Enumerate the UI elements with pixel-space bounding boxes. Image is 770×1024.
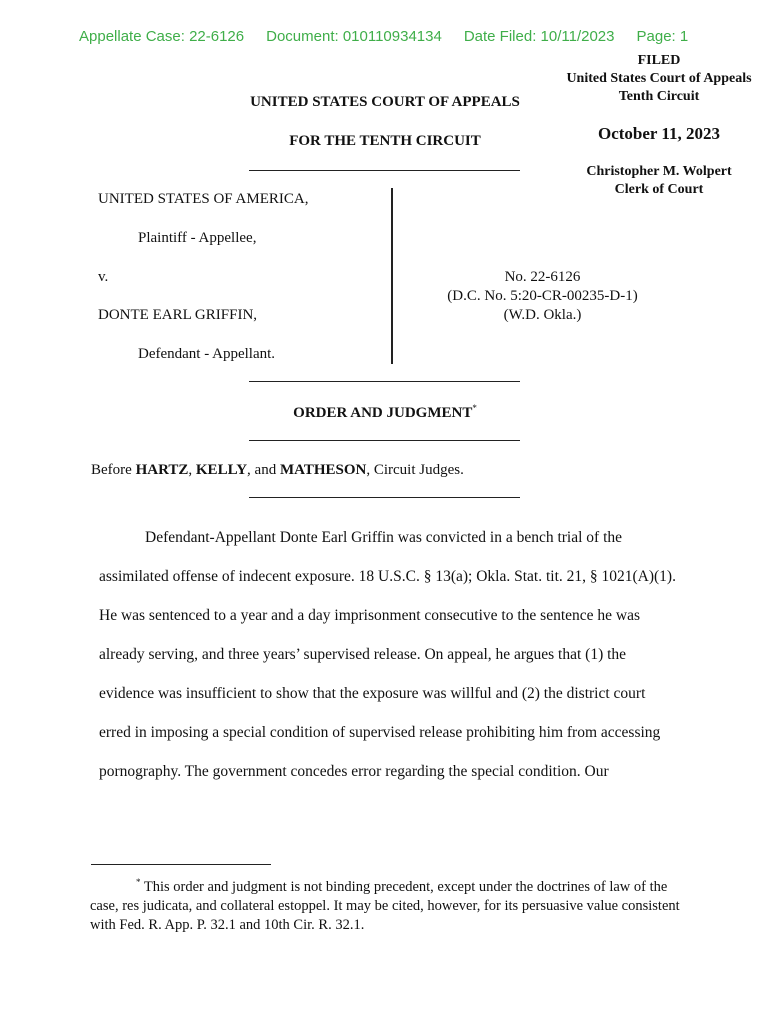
clerk-name: Christopher M. Wolpert xyxy=(586,164,732,179)
case-number-block xyxy=(420,268,665,325)
divider xyxy=(249,170,520,171)
judge-name: HARTZ xyxy=(135,462,189,478)
header-page: Page: 1 xyxy=(636,28,689,45)
footnote-text: This order and judgment is not binding precedent, except under the doctrines of law of the case, res judicata, and collateral estoppel. It may be cited, however, for its persuasive value consistent with Fed. R. App. P. 32.1 and 10th Cir. R. 32.1. xyxy=(90,878,680,933)
plaintiff-role: Plaintiff - Appellee, xyxy=(138,230,257,246)
footnote xyxy=(90,873,680,935)
court-name: UNITED STATES COURT OF APPEALS xyxy=(250,94,520,110)
plaintiff-name: UNITED STATES OF AMERICA, xyxy=(98,191,309,207)
header-date-filed: Date Filed: 10/11/2023 xyxy=(463,28,615,45)
panel-suffix: , Circuit Judges. xyxy=(366,462,464,478)
clerk-block xyxy=(560,163,758,199)
divider xyxy=(249,381,520,382)
paragraph: Defendant-Appellant Donte Earl Griffin was convicted in a bench trial of the assimilated offense of indecent exposure. 18 U.S.C. § 13(a); Okla. Stat. tit. 21, § 1021(A)(1). He was sentenced to a year and a day imprisonment consecutive to the sentence he was already serving, and three years’ supervised release. On appeal, he argues that (1) the evidence was insufficient to show that the exposure was willful and (2) the district court erred in imposing a special condition of supervised release prohibiting him from accessing pornography. The government concedes error regarding the special condition. Our xyxy=(99,529,676,780)
divider xyxy=(249,440,520,441)
filed-stamp xyxy=(548,52,770,106)
panel-separator: , xyxy=(188,462,196,478)
filed-date: October 11, 2023 xyxy=(598,124,720,143)
filed-label: FILED xyxy=(637,53,681,68)
filing-header xyxy=(79,28,710,45)
district-case-number: (D.C. No. 5:20-CR-00235-D-1) xyxy=(447,288,638,304)
divider xyxy=(249,497,520,498)
opinion-body xyxy=(99,518,679,791)
panel-prefix: Before xyxy=(91,462,136,478)
footnote-mark: * xyxy=(136,877,141,887)
panel-separator: , and xyxy=(247,462,280,478)
case-number: No. 22-6126 xyxy=(504,269,581,285)
judge-name: MATHESON xyxy=(279,462,367,478)
header-document: Document: 010110934134 xyxy=(266,28,442,45)
defendant-name: DONTE EARL GRIFFIN, xyxy=(98,307,258,323)
versus: v. xyxy=(98,269,109,285)
panel-line xyxy=(91,462,464,479)
filed-court: United States Court of Appeals xyxy=(566,71,752,86)
judge-name: KELLY xyxy=(195,462,248,478)
defendant-role: Defendant - Appellant. xyxy=(138,346,276,362)
title-text: ORDER AND JUDGMENT xyxy=(293,405,473,421)
title-footnote-mark: * xyxy=(472,403,477,413)
header-case: Appellate Case: 22-6126 xyxy=(79,28,245,45)
district-court: (W.D. Okla.) xyxy=(503,307,582,323)
circuit-name: FOR THE TENTH CIRCUIT xyxy=(289,133,481,149)
clerk-title: Clerk of Court xyxy=(614,182,704,197)
filed-circuit: Tenth Circuit xyxy=(618,89,700,104)
footnote-divider xyxy=(91,864,271,865)
caption-divider xyxy=(391,188,393,364)
document-title xyxy=(230,403,540,422)
